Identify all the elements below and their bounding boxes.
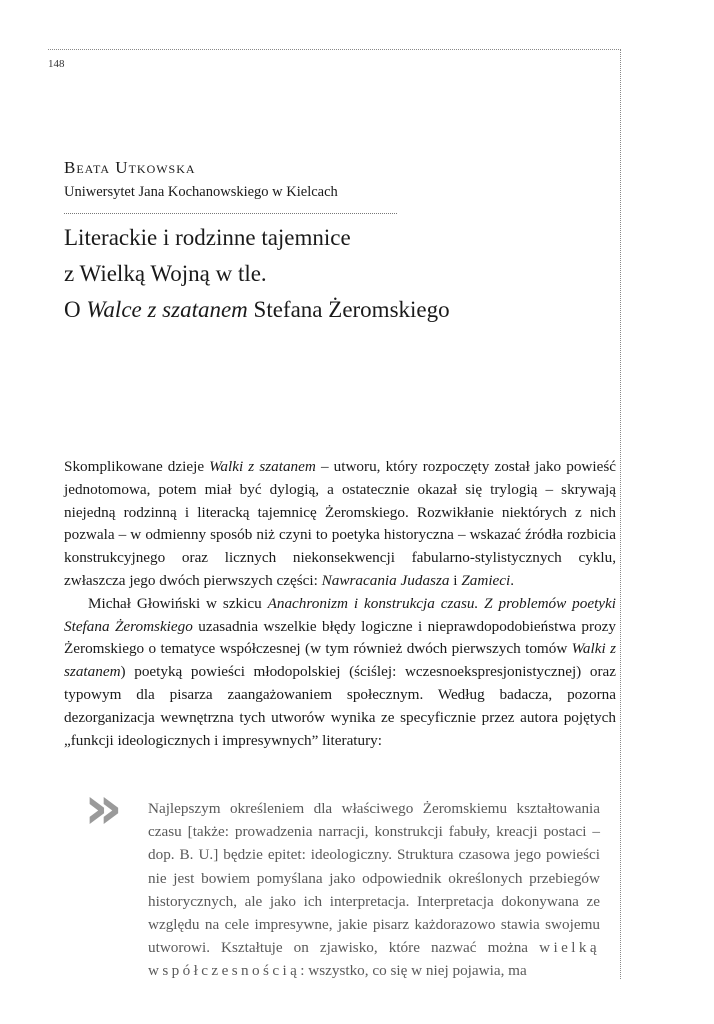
italic-text: Walki z szatanem [209,458,316,475]
text-run: uzasadnia wszelkie błędy logiczne i nieprawdopodobieństwa prozy Żeromskiego o tematyce współczesnej (w tym również dwóch pierwszych tomów [64,617,616,658]
spaced-text: wielką współczesnością [148,939,600,980]
paragraph-2 [64,593,616,753]
italic-text: Walki z szatanem [64,640,616,681]
title-line-1: Literackie i rodzinne tajemnice [64,225,351,250]
paragraph-1 [64,456,616,593]
text-run: ) poetyką powieści młodopolskiej (ściślej: wczesnoekspresjonistycznej) oraz typowym dla pisarza zaangażowaniem społecznym. Według badacza, pozorna dezorganizacja wewnętrzna tych utworów wynika ze specyficznie przez autora pojętych „funkcji ideologicznych i impresywnych” literatury: [64,663,616,749]
italic-text: Nawracania Judasza [321,571,450,589]
text-run: i [449,571,462,589]
title-line-3-prefix: O [64,297,87,322]
title-line-2: z Wielką Wojną w tle. [64,261,267,286]
title-italic-work: Walce z szatanem [86,297,248,322]
italic-text: Zamieci [461,571,511,589]
text-run: Skomplikowane dzieje [64,458,210,475]
text-run: Najlepszym określeniem dla właściwego Żeromskiemu kształtowania czasu [także: prowadzenia narracji, konstrukcji fabuły, kreacji postaci – dop. B. U.] będzie epitet: ideologiczny. Struktura czasowa jego powieści nie jest bowiem pomyślana jako odpowiednik określonych przebiegów historycznych, ale jako ich interpretacja. Interpretacja dokonywana ze względu na cele impresywne, jakie pisarz każdorazowo stawia swojemu utworowi. Kształtuje on zjawisko, które nazwać można [148,800,600,957]
title-line-3-suffix: Stefana Żeromskiego [247,297,450,322]
article-body [64,456,616,752]
article-title [64,220,450,328]
title-line-3 [64,292,450,328]
author-name: Beata Utkowska [64,158,196,177]
quote-chevron-icon: » [84,773,123,843]
text-run: Michał Głowiński w szkicu [88,594,268,612]
text-run: . [510,571,515,589]
block-quote [148,797,600,983]
author-affiliation: Uniwersytet Jana Kochanowskiego w Kielcach [64,184,338,200]
italic-text: Anachronizm i konstrukcja czasu. Z problemów poetyki Stefana Żeromskiego [64,594,616,635]
title-dotted-rule [64,213,397,214]
header-dotted-rule [48,49,621,50]
margin-dotted-rule [620,49,621,979]
text-run: – utworu, który rozpoczęty został jako powieść jednotomowa, potem miał być dylogią, a ostatecznie okazał się trylogią – skrywają niejedną rodzinną i literacką tajemnicę Żeromskiego. Rozwikłanie niektórych z nich pozwala – w odmienny sposób niż czyni to poetyka historyczna – wskazać źródła rozbicia konstrukcyjnego oraz licznych niekonsekwencji fabularno-stylistycznych cyklu, zwłaszcza jego dwóch pierwszych części: [64,458,616,589]
page-number: 148 [48,58,65,70]
text-run: : wszystko, co się w niej pojawia, ma [300,962,527,980]
